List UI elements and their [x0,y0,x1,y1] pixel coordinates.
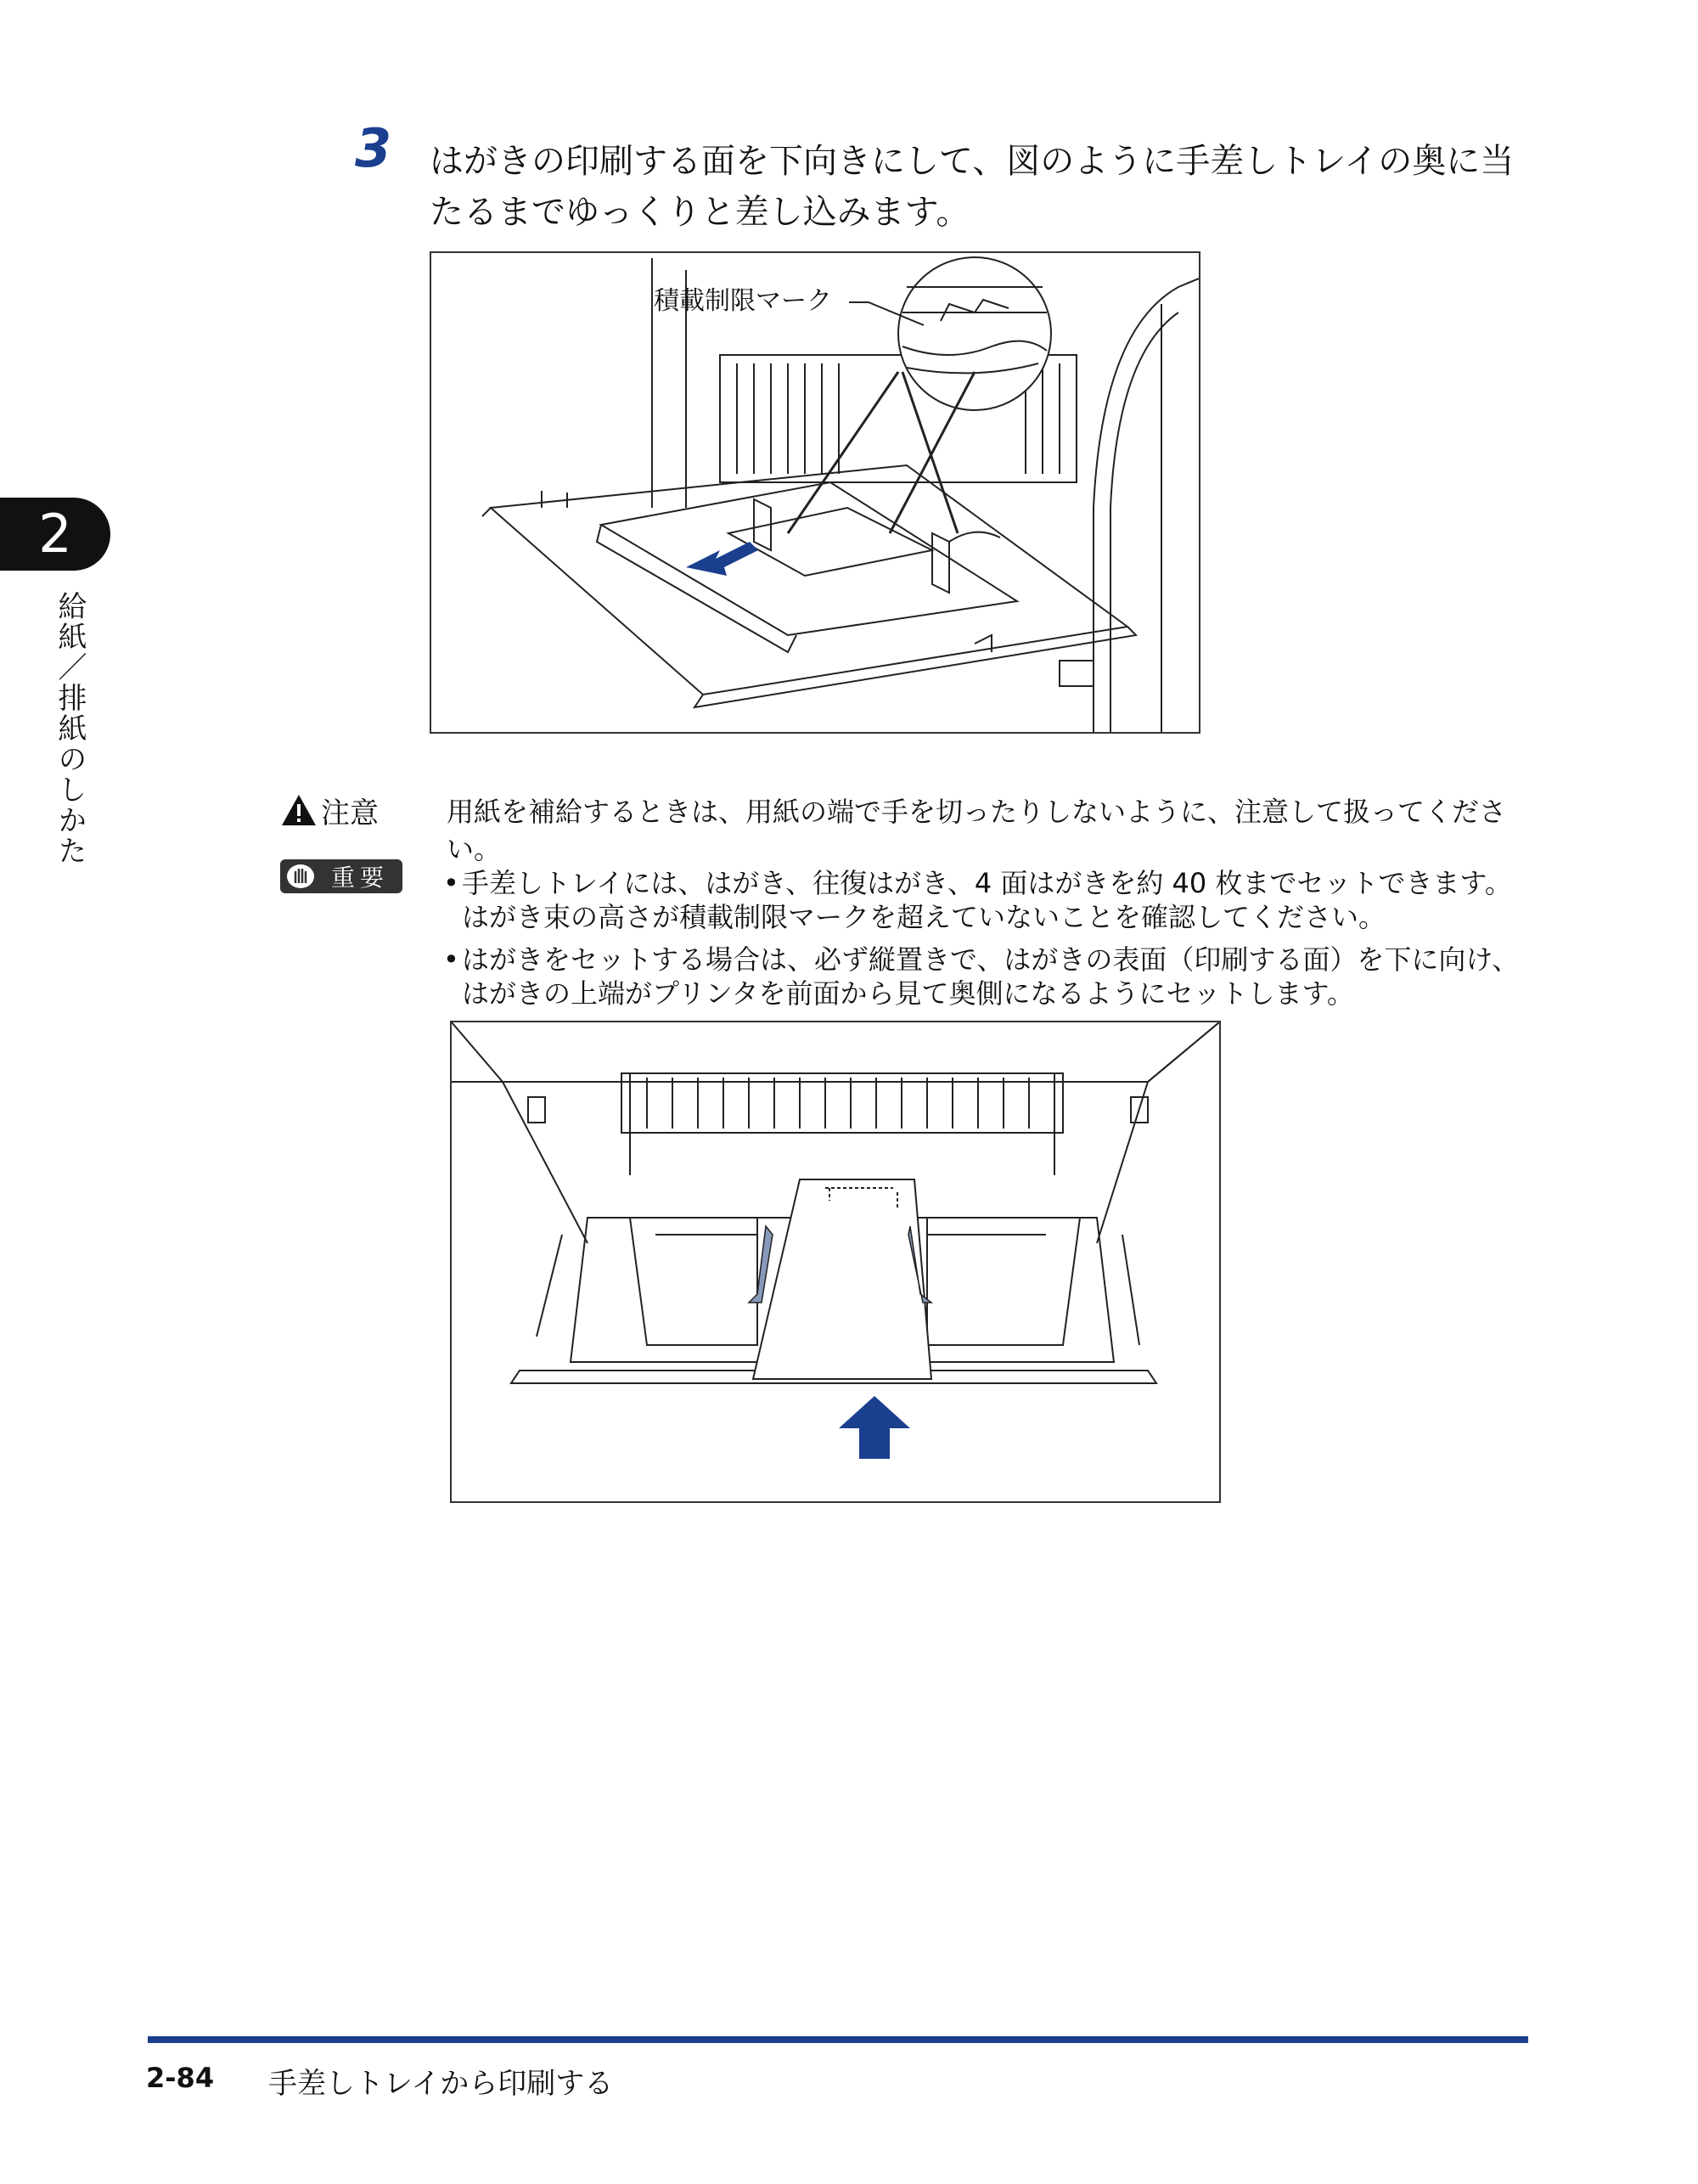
hand-stop-icon [285,863,316,890]
warning-triangle-icon [280,793,318,827]
caution-text: 用紙を補給するときは、用紙の端で手を切ったりしないように、注意して扱ってください。 [447,796,1507,865]
caution-badge [280,790,379,830]
postcard-orientation-figure [450,1021,1221,1503]
footer-section-title: 手差しトレイから印刷する [268,2067,614,2101]
manual-tray-insertion-figure [430,251,1200,734]
stack-limit-mark-callout: 積載制限マーク [654,286,832,316]
important-badge [280,859,402,893]
bullet-dot: • [443,943,459,976]
footer-rule [148,2036,1528,2043]
chapter-title: 給紙／排紙のしかた [53,591,87,866]
step-number: 3 [355,117,392,179]
important-bullet [443,866,1530,934]
bullet-text: 手差しトレイには、はがき、往復はがき、4 面はがきを約 40 枚までセットできます。はがき束の高さが積載制限マークを超えていないことを確認してください。 [462,867,1512,933]
important-bullet [443,943,1530,1010]
step-instruction: はがきの印刷する面を下向きにして、図のように手差しトレイの奥に当たるまでゆっくりと差し込みます。 [430,142,1515,232]
important-label: 重要 [331,864,390,892]
bullet-text: はがきをセットする場合は、必ず縦置きで、はがきの表面（印刷する面）を下に向け、はがきの上端がプリンタを前面から見て奥側になるようにセットします。 [462,943,1520,1010]
caution-label: 注意 [321,796,379,830]
chapter-number: 2 [38,503,72,565]
bullet-dot: • [443,867,459,899]
page-number: 2-84 [146,2062,215,2094]
